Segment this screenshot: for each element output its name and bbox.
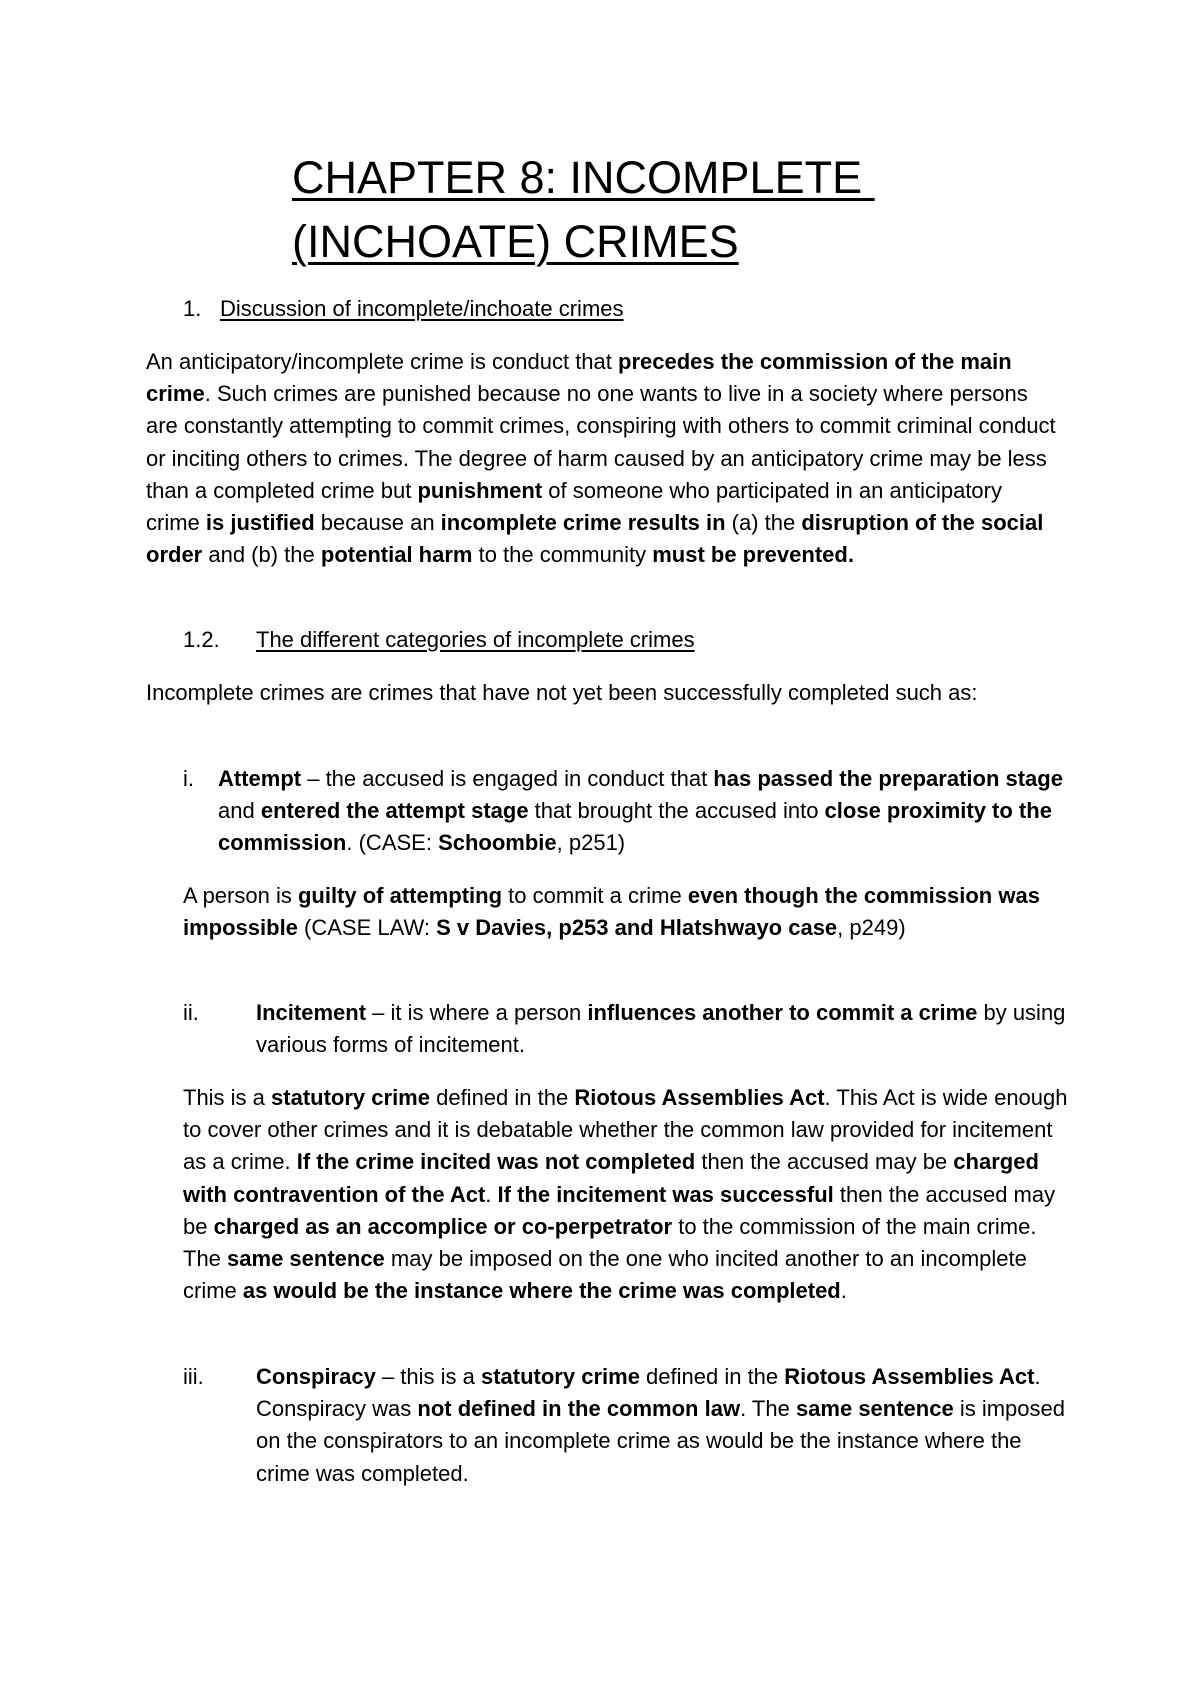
text-run: and bbox=[218, 798, 261, 824]
text-run: . (CASE: bbox=[346, 830, 439, 856]
text-run: . bbox=[840, 1278, 847, 1304]
bold-text-run: Schoombie bbox=[438, 830, 557, 856]
section-heading-text: The different categories of incomplete crimes bbox=[256, 627, 695, 652]
bold-text-run: entered the attempt stage bbox=[260, 798, 529, 824]
text-run: A person is bbox=[183, 883, 298, 908]
bold-text-run: Attempt bbox=[218, 766, 302, 791]
text-run: – it is where a person bbox=[366, 1000, 588, 1025]
text-run: – this is a bbox=[375, 1364, 481, 1389]
section-heading-1 bbox=[183, 293, 624, 325]
bold-text-run: not defined in the common law bbox=[417, 1396, 741, 1422]
bold-text-run: even though the commission was impossible bbox=[183, 883, 1040, 941]
text-run: then the accused may be bbox=[183, 1181, 1056, 1239]
bold-text-run: close proximity to the commission bbox=[218, 798, 1052, 856]
bold-text-run: charged as an accomplice or co-perpetrator bbox=[213, 1213, 673, 1239]
list-item-attempt bbox=[218, 763, 1068, 860]
text-run: This is a bbox=[183, 1085, 272, 1110]
text-run: , p251) bbox=[556, 830, 626, 856]
attempt-followup-paragraph bbox=[183, 880, 1068, 944]
bold-text-run: statutory crime bbox=[271, 1085, 430, 1110]
section-number: 1.2. bbox=[183, 627, 220, 652]
text-run: . Such crimes are punished because no one wants to live in a society where persons are constantly attempting to commit crimes, conspiring with others to commit criminal conduct or inciting others to crimes. The degree of harm caused by an anticipatory crime may be less than a completed crime but bbox=[146, 381, 1056, 503]
bold-text-run: statutory crime bbox=[480, 1364, 640, 1389]
bold-text-run: has passed the preparation stage bbox=[713, 766, 1063, 791]
text-run: may be imposed on the one who incited another to an incomplete crime bbox=[183, 1246, 1027, 1304]
text-run: that brought the accused into bbox=[528, 798, 825, 824]
text-run: defined in the bbox=[429, 1085, 575, 1110]
bold-text-run: charged with contravention of the Act bbox=[183, 1149, 1039, 1207]
bold-text-run: Incitement bbox=[256, 1000, 367, 1025]
bold-text-run: If the crime incited was not completed bbox=[296, 1149, 696, 1175]
section-heading-2 bbox=[183, 624, 695, 656]
text-run: . bbox=[485, 1181, 498, 1207]
text-run: – the accused is engaged in conduct that bbox=[301, 766, 714, 791]
text-run: because an bbox=[314, 510, 441, 536]
text-run: by using various forms of incitement. bbox=[256, 1000, 1066, 1058]
title-line-2: (INCHOATE) CRIMES bbox=[292, 216, 739, 267]
list-marker-i: i. bbox=[183, 766, 194, 791]
section-number: 1. bbox=[183, 296, 202, 321]
text-run: then the accused may be bbox=[695, 1149, 954, 1175]
text-run: (a) the bbox=[725, 510, 802, 536]
text-run: of someone who participated in an anticipatory crime bbox=[146, 477, 1002, 536]
bold-text-run: Riotous Assemblies Act bbox=[784, 1364, 1035, 1389]
list-item-conspiracy bbox=[256, 1361, 1068, 1490]
section-heading-text: Discussion of incomplete/inchoate crimes bbox=[220, 296, 624, 321]
bold-text-run: Conspiracy bbox=[256, 1364, 376, 1389]
text-run: Incomplete crimes are crimes that have not yet been successfully completed such as: bbox=[146, 680, 978, 705]
bold-text-run: Riotous Assemblies Act bbox=[574, 1085, 825, 1110]
bold-text-run: same sentence bbox=[227, 1246, 385, 1272]
bold-text-run: guilty of attempting bbox=[297, 883, 503, 908]
list-marker-ii: ii. bbox=[183, 1000, 199, 1025]
incitement-followup-paragraph bbox=[183, 1082, 1068, 1307]
bold-text-run: precedes the commission of the main crime bbox=[146, 349, 1012, 407]
text-run: . The bbox=[740, 1396, 796, 1422]
text-run: , p249) bbox=[837, 915, 906, 941]
bold-text-run: incomplete crime results in bbox=[440, 510, 726, 536]
text-run: defined in the bbox=[639, 1364, 785, 1389]
text-run: to the community bbox=[472, 542, 653, 568]
text-run: . Conspiracy was bbox=[256, 1364, 1041, 1422]
page-title bbox=[292, 146, 992, 274]
bold-text-run: disruption of the social order bbox=[146, 510, 1044, 568]
text-run: An anticipatory/incomplete crime is conduct that bbox=[146, 349, 619, 374]
categories-intro-paragraph bbox=[146, 677, 1058, 709]
bold-text-run: as would be the instance where the crime was completed bbox=[242, 1278, 841, 1304]
bold-text-run: must be prevented. bbox=[652, 542, 854, 568]
intro-paragraph bbox=[146, 346, 1058, 571]
bold-text-run: influences another to commit a crime bbox=[587, 1000, 978, 1025]
list-marker-iii: iii. bbox=[183, 1364, 204, 1389]
bold-text-run: same sentence bbox=[795, 1396, 954, 1422]
bold-text-run: S v Davies, p253 and Hlatshwayo case bbox=[436, 915, 838, 941]
bold-text-run: is justified bbox=[205, 510, 315, 536]
bold-text-run: potential harm bbox=[320, 542, 473, 568]
text-run: to commit a crime bbox=[502, 883, 688, 908]
title-line-1: CHAPTER 8: INCOMPLETE bbox=[292, 152, 875, 203]
text-run: (CASE LAW: bbox=[297, 915, 437, 941]
list-item-incitement bbox=[256, 997, 1068, 1061]
text-run: is imposed on the conspirators to an incomplete crime as would be the instance where the crime was completed. bbox=[256, 1396, 1065, 1486]
text-run: to the commission of the main crime. The bbox=[183, 1213, 1037, 1272]
text-run: and (b) the bbox=[202, 542, 321, 568]
text-run: . This Act is wide enough to cover other crimes and it is debatable whether the common law provided for incitement as a crime. bbox=[183, 1085, 1068, 1175]
bold-text-run: punishment bbox=[417, 477, 543, 503]
bold-text-run: If the incitement was successful bbox=[497, 1181, 834, 1207]
